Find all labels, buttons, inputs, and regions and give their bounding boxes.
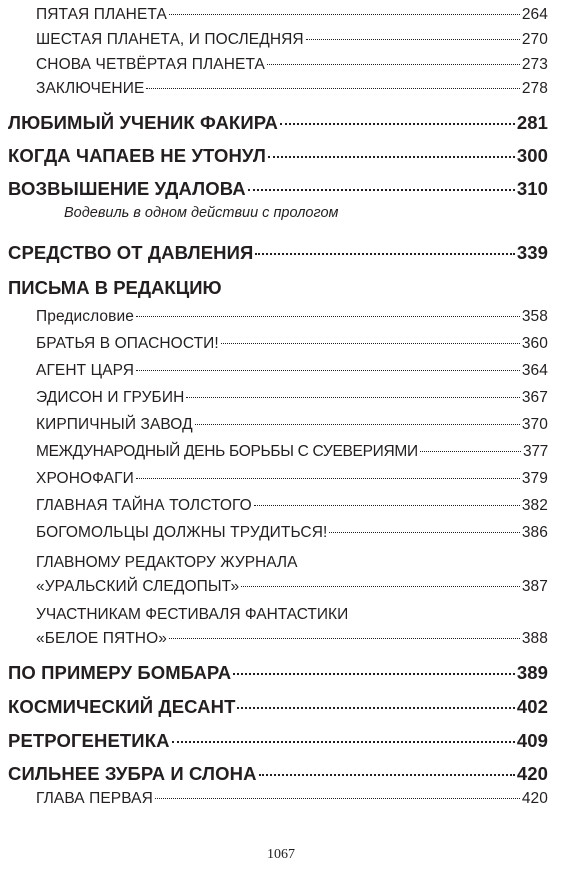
entry-page: 389 (516, 662, 548, 683)
dot-leader (233, 673, 515, 675)
toc-entry (36, 443, 548, 461)
entry-page: 264 (521, 6, 548, 23)
dot-leader (169, 14, 520, 15)
entry-title: АГЕНТ ЦАРЯ (36, 362, 135, 379)
entry-title: СРЕДСТВО ОТ ДАВЛЕНИЯ (8, 242, 254, 263)
entry-title: ЗАКЛЮЧЕНИЕ (36, 80, 145, 97)
entry-page: 379 (521, 470, 548, 487)
entry-page: 388 (521, 630, 548, 647)
entry-title: ЛЮБИМЫЙ УЧЕНИК ФАКИРА (8, 112, 278, 133)
dot-leader (267, 64, 520, 65)
entry-page: 270 (521, 31, 548, 48)
entry-title: ШЕСТАЯ ПЛАНЕТА, И ПОСЛЕДНЯЯ (36, 31, 304, 48)
toc-entry (36, 524, 548, 542)
entry-title-continued: «БЕЛОЕ ПЯТНО» (36, 630, 167, 647)
entry-page: 278 (521, 80, 548, 97)
dot-leader (195, 424, 520, 425)
section-heading: ПИСЬМА В РЕДАКЦИЮ (8, 277, 222, 298)
dot-leader (155, 798, 520, 799)
entry-title: ЭДИСОН И ГРУБИН (36, 389, 185, 406)
dot-leader (136, 370, 520, 371)
entry-title: ХРОНОФАГИ (36, 470, 134, 487)
entry-title: РЕТРОГЕНЕТИКА (8, 730, 170, 751)
dot-leader (136, 316, 520, 317)
entry-title: СИЛЬНЕЕ ЗУБРА И СЛОНА (8, 763, 257, 784)
toc-entry (36, 470, 548, 488)
dot-leader (259, 774, 515, 776)
entry-page: 387 (521, 578, 548, 595)
entry-page: 310 (516, 178, 548, 199)
toc-entry (36, 497, 548, 515)
entry-title: СНОВА ЧЕТВЁРТАЯ ПЛАНЕТА (36, 56, 265, 73)
toc-entry (36, 6, 548, 24)
toc-entry-major (8, 145, 548, 167)
page-number: 1067 (267, 847, 295, 862)
toc-entry (36, 80, 548, 98)
entry-page: 364 (521, 362, 548, 379)
toc-entry (36, 389, 548, 407)
dot-leader (169, 638, 520, 639)
dot-leader (146, 88, 519, 89)
entry-page: 300 (516, 145, 548, 166)
entry-page: 367 (521, 389, 548, 406)
toc-entry-major (8, 696, 548, 718)
entry-page: 358 (521, 308, 548, 325)
dot-leader (237, 707, 514, 709)
dot-leader (420, 451, 521, 452)
entry-page: 360 (521, 335, 548, 352)
toc-entry-major (8, 730, 548, 752)
entry-title-continued: «УРАЛЬСКИЙ СЛЕДОПЫТ» (36, 578, 240, 595)
entry-page: 273 (521, 56, 548, 73)
dot-leader (221, 343, 520, 344)
toc-entry (36, 308, 548, 326)
toc-entry (36, 335, 548, 353)
entry-page: 386 (521, 524, 548, 541)
toc-entry-major (8, 763, 548, 785)
dot-leader (329, 532, 519, 533)
toc-entry-major (8, 662, 548, 684)
entry-title: ГЛАВА ПЕРВАЯ (36, 790, 153, 807)
entry-page: 409 (516, 730, 548, 751)
entry-title: ПО ПРИМЕРУ БОМБАРА (8, 662, 232, 683)
toc-entry (36, 790, 548, 808)
toc-entry (36, 578, 548, 596)
entry-title: МЕЖДУНАРОДНЫЙ ДЕНЬ БОРЬБЫ С СУЕВЕРИЯМИ (36, 443, 418, 460)
entry-title: ПЯТАЯ ПЛАНЕТА (36, 6, 167, 23)
dot-leader (255, 253, 514, 255)
entry-title: БРАТЬЯ В ОПАСНОСТИ! (36, 335, 219, 352)
entry-page: 420 (516, 763, 548, 784)
dot-leader (280, 123, 515, 125)
dot-leader (268, 156, 515, 158)
entry-page: 377 (523, 443, 548, 460)
entry-title: ГЛАВНАЯ ТАЙНА ТОЛСТОГО (36, 497, 252, 514)
entry-subtitle: Водевиль в одном действии с прологом (64, 205, 339, 221)
entry-page: 281 (516, 112, 548, 133)
entry-title: ВОЗВЫШЕНИЕ УДАЛОВА (8, 178, 246, 199)
entry-page: 420 (521, 790, 548, 807)
toc-entry-major (8, 242, 548, 264)
dot-leader (306, 39, 520, 40)
toc-entry-major (8, 112, 548, 134)
dot-leader (172, 741, 515, 743)
entry-title: КОГДА ЧАПАЕВ НЕ УТОНУЛ (8, 145, 266, 166)
dot-leader (186, 397, 519, 398)
entry-title: ГЛАВНОМУ РЕДАКТОРУ ЖУРНАЛА (36, 554, 298, 571)
dot-leader (248, 189, 515, 191)
toc-entry (36, 31, 548, 49)
toc-entry-major (8, 178, 548, 200)
dot-leader (254, 505, 520, 506)
entry-title: Предисловие (36, 308, 134, 325)
dot-leader (136, 478, 520, 479)
toc-entry (36, 56, 548, 74)
entry-title: КОСМИЧЕСКИЙ ДЕСАНТ (8, 696, 236, 717)
toc-entry (36, 362, 548, 380)
dot-leader (241, 586, 520, 587)
entry-title: БОГОМОЛЬЦЫ ДОЛЖНЫ ТРУДИТЬСЯ! (36, 524, 328, 541)
entry-page: 402 (516, 696, 548, 717)
toc-entry (36, 416, 548, 434)
entry-page: 382 (521, 497, 548, 514)
entry-title: УЧАСТНИКАМ ФЕСТИВАЛЯ ФАНТАСТИКИ (36, 606, 349, 623)
entry-title: КИРПИЧНЫЙ ЗАВОД (36, 416, 193, 433)
entry-page: 370 (521, 416, 548, 433)
entry-page: 339 (516, 242, 548, 263)
toc-entry (36, 630, 548, 648)
